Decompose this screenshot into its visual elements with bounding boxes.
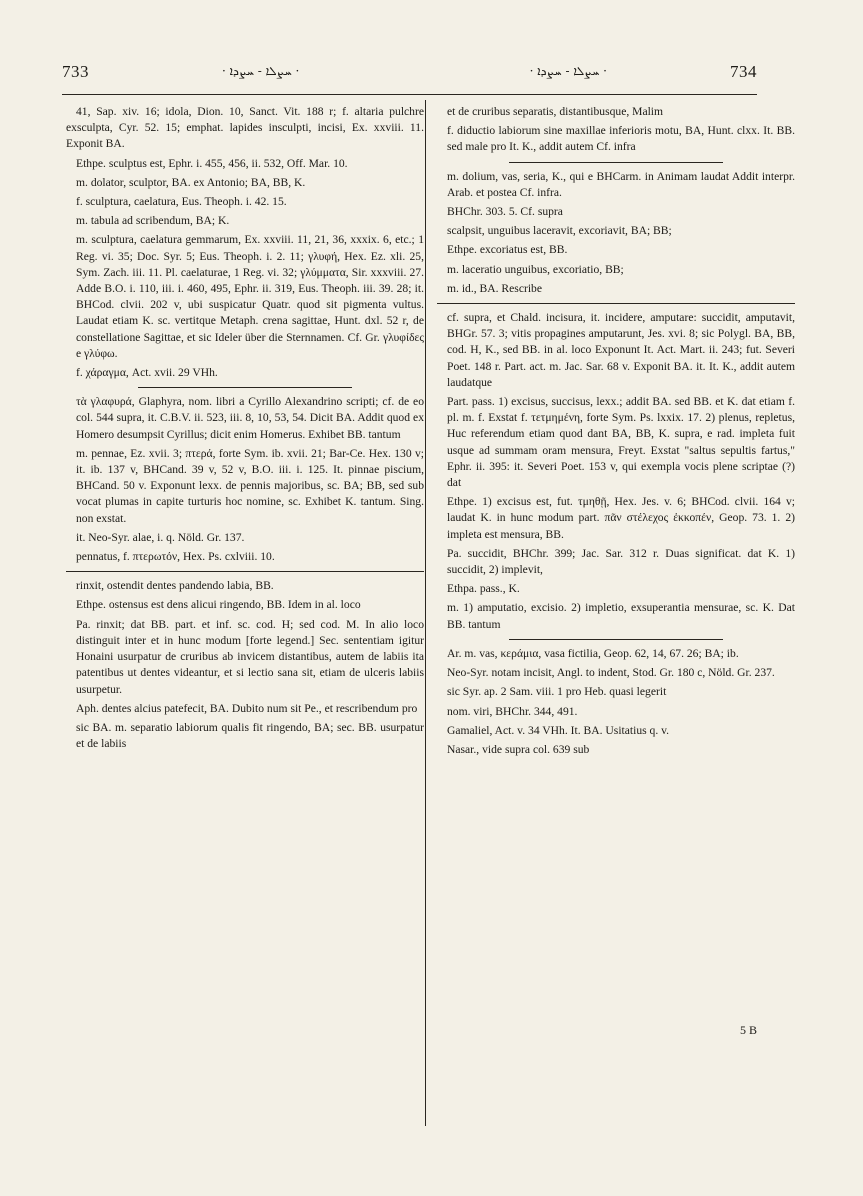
entry-paragraph: 41, Sap. xiv. 16; idola, Dion. 10, Sanct. Vit. 188 r; f. altaria pulchre exsculpta, Cyr. 52. 15; emphat. lapides insculpti, incisi, Ex. xxviii. 11. Exponit BA. [66,105,424,151]
entry-paragraph: nom. viri, BHChr. 344, 491. [447,704,578,718]
entry-paragraph: Nasar., vide supra col. 639 sub [447,742,590,756]
entry-paragraph: sic BA. m. separatio labiorum qualis fit ringendo, BA; sec. BB. usurpatur et de labiis [76,720,424,751]
entry-paragraph: rinxit, ostendit dentes pandendo labia, BB. [76,579,274,593]
entry-paragraph: Aph. dentes alcius patefecit, BA. Dubito num sit Pe., et rescribendum pro [76,701,418,715]
entry-paragraph: Pa. succidit, BHChr. 399; Jac. Sar. 312 r. Duas significat. dat K. 1) succidit, 2) implevit, [447,546,795,577]
entry-paragraph: m. 1) amputatio, excisio. 2) impletio, exsuperantia mensurae, sc. K. Dat BB. tantum [447,601,795,631]
header-rule [62,94,757,95]
entry-paragraph: f. sculptura, caelatura, Eus. Theoph. i. 42. 15. [76,195,287,209]
entry-paragraph: Ethpe. excoriatus est, BB. [447,243,568,257]
left-page-number: 733 [62,62,89,81]
entry-paragraph: sic Syr. ap. 2 Sam. viii. 1 pro Heb. quasi legerit [447,685,667,699]
entry-paragraph: τὰ γλαφυρά, Glaphyra, nom. libri a Cyrillo Alexandrino scripti; cf. de eo col. 544 supra, it. C.B.V. ii. 523, iii. 8, 10, 53, 54. Dicit BA. Addit quod ex Homero desumpsit Cyrillus; dicit enim Homerus. Exhibet BB. tantum [76,395,424,441]
entry-paragraph: cf. supra, et Chald. incisura, it. incidere, amputare: succidit, amputavit, BHGr. 57. 3; vitis propagines amputarunt, Jes. xvi. 8; sic Polygl. BA, BB, cod. H, K., sed BB. in al. loco Exponunt It. Act. Mart. ii. 243; fut. Severi Poet. 148 r. Part. act. m. Jac. Sar. 68 v. Exponit BA. it. It. K., addit autem laudatque [447,311,795,389]
entry-paragraph: m. laceratio unguibus, excoriatio, BB; [447,262,624,276]
left-column [66,104,424,755]
entry-paragraph: Ethpe. 1) excisus est, fut. τμηθῇ, Hex. Jes. v. 6; BHCod. clvii. 164 v; laudat K. in hunc modum part. πᾶν στέλεχος ἐκκοπέν, Geop. 73. 1. 2) impleta est mensura, BB. [447,495,795,541]
entry-paragraph: f. diductio labiorum sine maxillae inferioris motu, BA, Hunt. clxx. It. BB. sed male pro It. K., addit autem Cf. infra [447,124,795,154]
signature-mark: 5 B [739,1023,757,1037]
entry-paragraph: Ethpe. ostensus est dens alicui ringendo, BB. Idem in al. loco [76,598,361,612]
entry-paragraph: f. χάραγμα, Act. xvii. 29 VHh. [76,366,218,380]
entry-paragraph: m. pennae, Ez. xvii. 3; πτερά, forte Sym. ib. xvii. 21; Bar-Ce. Hex. 130 v; it. ib. 137 v, BHCand. 39 v, 52 v, B.O. iii. i. 125. It. pinnae piscium, BHCand. 50 v. Exponunt lexx. de pennis majoribus, sc. BA; BB, sed sub vocat plumas in capite turturis hoc nomine, sc. Exhibet K. tantum. Sing. non exstat. [76,446,424,525]
entry-paragraph: m. dolium, vas, seria, K., qui e BHCarm. in Animam laudat Addit interpr. Arab. et postea Cf. infra. [447,169,795,199]
entry-paragraph: Gamaliel, Act. v. 34 VHh. It. BA. Usitatius q. v. [447,723,670,737]
entry-paragraph: Neo-Syr. notam incisit, Angl. to indent, Stod. Gr. 180 c, Nöld. Gr. 237. [447,666,775,680]
section-rule [509,162,724,163]
section-rule [66,571,424,572]
section-rule [509,639,724,640]
entry-paragraph: Ethpa. pass., K. [447,582,520,596]
section-rule [437,303,795,304]
entry-paragraph: et de cruribus separatis, distantibusque, Malim [447,105,664,118]
entry-paragraph: m. tabula ad scribendum, BA; K. [76,214,230,228]
entry-paragraph: scalpsit, unguibus laceravit, excoriavit, BA; BB; [447,224,672,238]
entry-paragraph: m. id., BA. Rescribe [447,281,542,295]
entry-paragraph: m. dolator, sculptor, BA. ex Antonio; BA, BB, K. [76,175,306,189]
right-column [437,104,795,761]
entry-paragraph: it. Neo-Syr. alae, i. q. Nöld. Gr. 137. [76,530,245,544]
entry-paragraph: Ethpe. sculptus est, Ephr. i. 455, 456, ii. 532, Off. Mar. 10. [76,156,348,170]
left-running-head: · ܚܨܠܐ - ܚܨܕܐ · [222,64,300,78]
entry-paragraph: Pa. rinxit; dat BB. part. et inf. sc. cod. H; sed cod. M. In alio loco distinguit inter et in hunc modum [forte legend.] Sec. sententiam igitur Honaini usurpatur de cruribus ab invicem distantibus, autem de labiis ita patentibus ut dentes videantur, et si lectio sana sit, etiam de ulceris labiis usurpetur. [76,617,424,696]
right-running-head: · ܚܨܠܐ - ܚܨܕܐ · [529,64,607,78]
page-header [62,62,757,88]
entry-paragraph: m. sculptura, caelatura gemmarum, Ex. xxviii. 11, 21, 36, xxxix. 6, etc.; 1 Reg. vi. 35; Doc. Syr. 5; Eus. Theoph. i. 2. 11; γλυφή, Hex. Ez. xli. 25, Sym. Zach. iii. 11. Pl. caelaturae, 1 Reg. vi. 32; γλύμματα, Sir. xxxviii. 27. Adde B.O. i. 110, iii. i. 460, 495, Ephr. ii. 319, Eus. Theoph. iii. 39. 28; it. BHCod. clvii. 202 v, ubi suspicatur Quatr. quod sit pigmenta vultus. Laudat etiam K. sc. vertitque Metaph. crena sagittae, Hunt. dxl. 52 r, de constellatione Sagittae, et sic Ideler über die Sternnamen. Cf. Gr. γλυφίδες e γλύφω. [76,233,424,360]
entry-paragraph: pennatus, f. πτερωτόν, Hex. Ps. cxlviii. 10. [76,550,275,564]
right-page-number: 734 [730,62,757,81]
entry-paragraph: Ar. m. vas, κεράμια, vasa fictilia, Geop. 62, 14, 67. 26; BA; ib. [447,646,739,660]
entry-paragraph: BHChr. 303. 5. Cf. supra [447,205,563,219]
column-divider [425,100,426,1126]
section-rule [138,387,353,388]
entry-paragraph: Part. pass. 1) excisus, succisus, lexx.; addit BA. sed BB. et K. dat etiam f. pl. m. f. Exstat f. τετμημένη, forte Sym. Ps. lxxix. 17. 2) plenus, repletus, Huc referendum etiam quod dant BA, BB, K. supra, e rad. impleta fuit usque ad summam oram mensura, Freyt. Exstat "saltus sepultis fartus," Ephr. ii. 395: it. Severi Poet. 153 v, qui exempla vocis plene scriptae (?) dat [447,395,795,490]
